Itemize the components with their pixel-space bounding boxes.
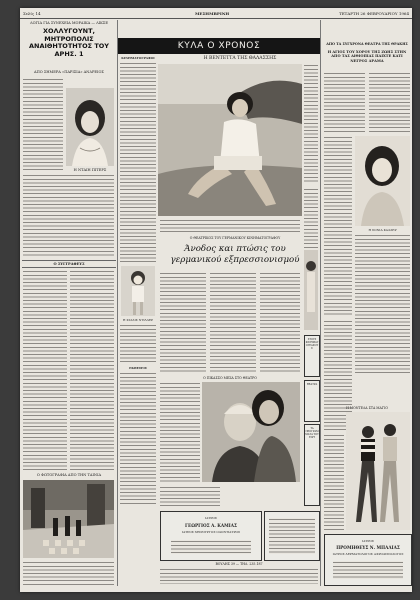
right-photo-caption: Η ΣΟΝΙΑ ΚΑΛΛΕΡ xyxy=(368,228,397,232)
left-byline: ΑΠΟ ΣΗΜΕΡΑ «ΠΑΡΙΣΙΑ» ΑΝΔΡΕΙΟΣ xyxy=(34,70,104,74)
ad2-name: ΠΡΟΜΗΘΕΥΣ Ν. ΜΠΑΛΙΑΣ xyxy=(336,545,400,550)
mini-box-1 xyxy=(304,335,320,377)
ad-name: ΓΕΩΡΓΙΟΣ Α. ΚΑΜΙΑΣ xyxy=(185,523,237,528)
mini-portrait xyxy=(304,250,318,330)
small-photo-caption: Η ΦΙΛΛΙΣ ΝΤΙΛΛΕΡ xyxy=(122,318,154,322)
left-photo2-caption: Ο ΦΩΤΟΓΡΑΦΙΑ ΑΠΟ ΤΗΝ ΤΑΙΝΙΑ xyxy=(36,473,102,477)
masthead: ΜΕΣΗΜΒΡΙΝΗ xyxy=(195,11,230,16)
street-scene-photo xyxy=(23,480,114,558)
mini-box-3-label: ΤΑ ΠΡΟΓΡΑΜΜΑΤΑ ΤΟΥ ΕΙΡΤ xyxy=(305,427,319,439)
right-headline: Η ΑΓΙΟΣ ΤΟΥ ΧΟΡΟΥ ΤΗΣ ΖΩΗΣ ΣΤΗΝ ΑΠΟ ΤΑΣ ΑΙΘΙΟΠΙΑΣ ΠΑΙΧΤΕ ΚΑΤΙ ΝΕΓΡΟΣ ΔΡΑΜΑ xyxy=(327,50,407,63)
article-kicker: Ο ΘΕΑΤΡΙΚΟΣ ΤΟΥ ΓΕΡΜΑΝΙΚΟΥ ΚΙΝΗΜΑΤΟΓΡΑΦΟΥ xyxy=(189,236,281,240)
cinema-title: ΚΙΝΗΜΑΤΟΓΡΑΦΟΙ xyxy=(121,56,155,60)
small-advert xyxy=(264,511,320,561)
dermatologist-advert xyxy=(324,534,412,586)
beach-photo xyxy=(158,64,302,216)
right-kicker: ΑΠΟ ΤΑ ΣΥΓΧΡΟΝΑ ΘΕΑΤΡΑ ΤΗΣ ΘΡΑΚΗΣ xyxy=(326,42,408,46)
center-subtitle: Η ΒΕΝΤΕΤΤΑ ΤΗΣ ΘΑΛΑΣΣΗΣ xyxy=(203,56,277,61)
actress-photo-small xyxy=(121,266,155,316)
mini-box-3 xyxy=(304,424,320,506)
issue-date: ΤΕΤΑΡΤΗ 26 ΦΕΒΡΟΥΑΡΙΟΥ 1964 xyxy=(339,11,409,16)
right-portrait-photo xyxy=(355,136,410,226)
mini-box-2 xyxy=(304,380,320,422)
banner-title: ΚΥΛΑ Ο ΧΡΟΝΟΣ xyxy=(177,41,261,51)
mini-box-1-label: ΣΤΟΥΣ ΚΙΝΗΜΑΤΟΓΡΑΦΟΥΣ xyxy=(305,338,319,350)
newspaper-page xyxy=(20,8,412,592)
exhibitions-section: ΕΚΘΕΣΕΙΣ xyxy=(129,366,147,370)
mini-box-2-label: ΘΕΑΤΡΑ xyxy=(306,383,318,386)
picasso-photo xyxy=(202,382,300,482)
portrait-photo-left xyxy=(66,88,114,166)
ad2-label-top: ΙΑΤΡΟΣ xyxy=(362,539,374,543)
dentist-advert xyxy=(160,511,262,561)
swimsuit-models-photo xyxy=(346,412,410,530)
page-number: Σελίς 14 xyxy=(23,11,41,16)
left-photo-caption: Η ΝΤΑΙΗ ΠΙΤΕΡΣ xyxy=(73,168,107,172)
photo2-caption: Ο ΠΙΚΑΣΣΟ ΜΕΣΑ ΣΤΟ ΘΕΑΤΡΟ xyxy=(203,376,257,380)
section-banner xyxy=(118,38,320,54)
left-kicker: ΛΟΓΙΑ ΓΙΑ ΣΥΝΕΧΕΙΑ ΜΟΡΑΙΚΑ — ΛΙΚΣΕ xyxy=(30,21,108,25)
left-section-title: Ο ΣΥΓΓΡΑΦΕΥΣ xyxy=(22,260,116,268)
ad2-profession: ΙΑΤΡΟΣ ΔΕΡΜΑΤΟΛΟΓΟΣ ΑΦΡΟΔΙΣΙΟΛΟΓΟΣ xyxy=(332,552,404,556)
article-headline: Άνοδος και πτώσις του γερμανικού εξπρεσσιονισμού xyxy=(170,244,300,265)
model-photo-caption: Η ΜΟΝΤΕΛΑ ΣΤΑ ΜΑΓΙΟ xyxy=(346,406,388,410)
page-header xyxy=(20,8,412,19)
ad-profession: ΙΑΤΡΟΣ ΧΕΙΡΟΥΡΓΟΣ ΟΔΟΝΤΙΑΤΡΟΣ xyxy=(181,530,241,534)
ad-label-top: ΙΑΤΡΟΣ xyxy=(205,516,217,520)
center-bottom-address: ΒΟΥΛΗΣ 39 — ΤΗΛ. 235.187 xyxy=(215,562,263,566)
left-headline: ΧΟΛΛΥΓΟΥΝΤ, ΜΗΤΡΟΠΟΛΙΣ ΑΝΑΙΘΗΤΟΤΗΤΟΣ ΤΟΥ ΑΡΗΣ. 1 xyxy=(28,27,110,58)
